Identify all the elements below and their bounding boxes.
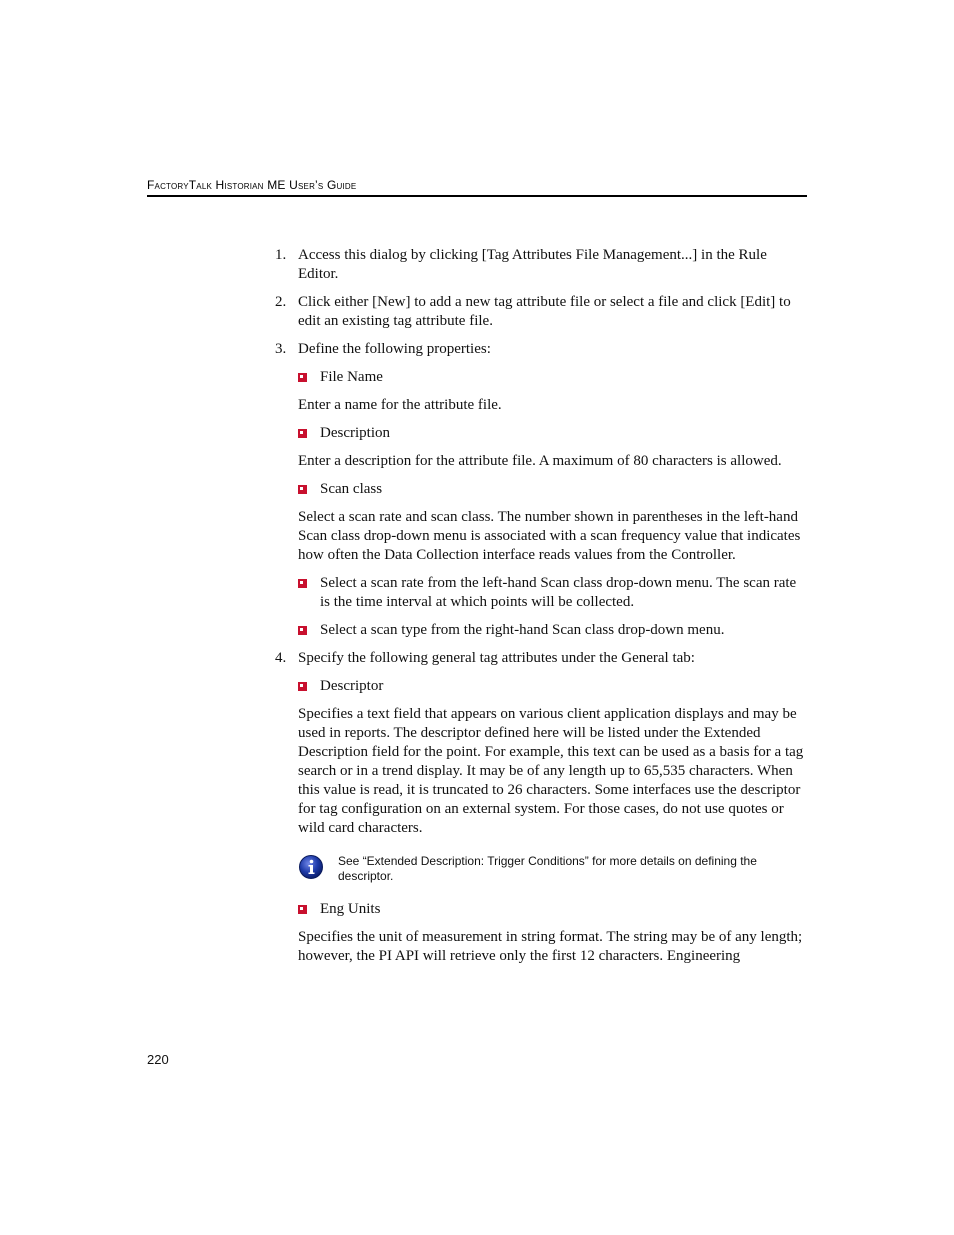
square-bullet-icon (298, 429, 307, 438)
step-3 (275, 340, 808, 359)
scan-class-sub-2 (298, 621, 808, 640)
square-bullet-icon (298, 682, 307, 691)
attribute-eng-units (298, 900, 808, 919)
page-number: 220 (147, 1052, 169, 1067)
header-title: FactoryTalk Historian ME User’s Guide (147, 178, 357, 192)
step-2 (275, 293, 808, 331)
note-text: See “Extended Description: Trigger Conditions” for more details on defining the descriptor. (338, 854, 757, 883)
square-bullet-icon (298, 579, 307, 588)
property-label: File Name (320, 369, 383, 385)
attribute-description: Specifies a text field that appears on various client application displays and may be used in reports. The descriptor defined here will be listed under the Extended Description field for the point. For example, this text can be used as a basis for a tag search or in a trend display. It may be of any length up to 65,535 characters. When this value is read, it is truncated to 26 characters. Some interfaces use the descriptor for tag configuration on an external system. For those cases, do not use quotes or wild card characters. (298, 706, 804, 836)
step-number: 4. (275, 650, 287, 666)
property-file-name (298, 368, 808, 387)
info-note (298, 854, 808, 884)
property-description: Select a scan rate and scan class. The number shown in parentheses in the left-hand Scan class drop-down menu is associated with a scan frequency value that indicates how often the Data Collection interface reads values from the Controller. (298, 509, 801, 563)
square-bullet-icon (298, 485, 307, 494)
property-label: Scan class (320, 481, 383, 497)
step-text: Define the following properties: (298, 341, 491, 357)
main-content (275, 246, 808, 975)
step-1 (275, 246, 808, 284)
property-description-field (298, 424, 808, 443)
bullet-text: Select a scan rate from the left-hand Scan class drop-down menu. The scan rate is the time interval at which points will be collected. (320, 575, 797, 610)
step-number: 1. (275, 247, 287, 263)
header-rule (147, 195, 807, 197)
square-bullet-icon (298, 373, 307, 382)
attribute-label: Eng Units (320, 901, 381, 917)
property-description: Enter a description for the attribute file. A maximum of 80 characters is allowed. (298, 453, 782, 469)
bullet-text: Select a scan type from the right-hand Scan class drop-down menu. (320, 622, 725, 638)
step-number: 3. (275, 341, 287, 357)
step-4 (275, 649, 808, 668)
property-description: Enter a name for the attribute file. (298, 397, 502, 413)
step-text: Access this dialog by clicking [Tag Attributes File Management...] in the Rule Editor. (298, 247, 767, 282)
scan-class-sub-1 (298, 574, 808, 612)
step-number: 2. (275, 294, 287, 310)
info-icon (298, 854, 324, 880)
step-text: Specify the following general tag attributes under the General tab: (298, 650, 695, 666)
step-text: Click either [New] to add a new tag attribute file or select a file and click [Edit] to edit an existing tag attribute file. (298, 294, 791, 329)
attribute-descriptor (298, 677, 808, 696)
square-bullet-icon (298, 905, 307, 914)
square-bullet-icon (298, 626, 307, 635)
running-header (147, 178, 807, 192)
attribute-description: Specifies the unit of measurement in string format. The string may be of any length; however, the PI API will retrieve only the first 12 characters. Engineering (298, 929, 803, 964)
property-label: Description (320, 425, 390, 441)
property-scan-class (298, 480, 808, 499)
attribute-label: Descriptor (320, 678, 384, 694)
